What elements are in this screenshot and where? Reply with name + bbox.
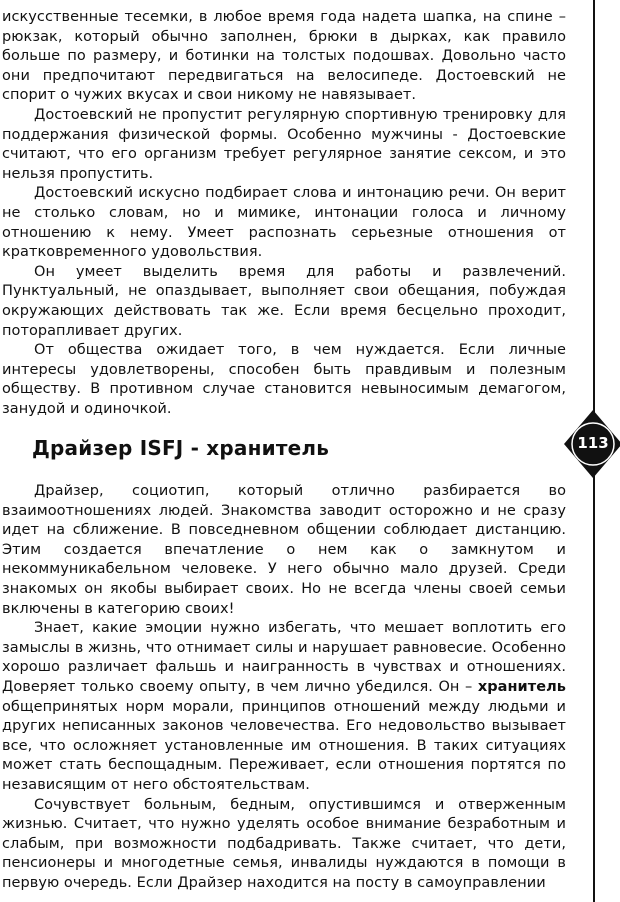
section-heading: Драйзер ISFJ - хранитель <box>32 436 330 460</box>
page-number-badge <box>564 410 620 478</box>
paragraph: Достоевский искусно подбирает слова и интонацию речи. Он верит не столько словам, но и мимике, интонации голоса и личному отношению к нему. Умеет распознать серьезные отношения от кратковременного удовольствия. <box>2 185 566 261</box>
paragraph: Драйзер, социотип, который отлично разбирается во взаимоотношениях людей. Знакомства заводит осторожно и не сразу идет на сближение. В повседневном общении соблюдает дистанцию. Этим создается впечатление о нем как о замкнутом и некоммуникабельном человеке. У него обычно мало друзей. Среди знакомых он якобы выбирает своих. Но не всегда члены своей семьи включены в категорию своих! <box>2 483 566 617</box>
paragraph: Он умеет выделить время для работы и развлечений. Пунктуальный, не опаздывает, выполняет свои обещания, побуждая окружающих действовать так же. Если время бесцельно проходит, поторапливает других. <box>2 263 566 339</box>
emphasized-term: хранитель <box>477 678 566 695</box>
paragraph: Сочувствует больным, бедным, опустившимся и отверженным жизнью. Считает, что нужно уделять особое внимание безработным и слабым, при возможности подбадривать. Также считает, что дети, пенсионеры и многодетные семья, инвалиды нуждаются в помощи в первую очередь. Если Драйзер находится на посту в самоуправлении <box>2 796 566 891</box>
paragraph <box>2 619 566 795</box>
paragraph: Достоевский не пропустит регулярную спортивную тренировку для поддержания физической формы. Особенно мужчины - Достоевские считают, что его организм требует регулярное занятие сексом, и это нельзя пропустить. <box>2 106 566 182</box>
paragraph-text: Знает, какие эмоции нужно избегать, что мешает воплотить его замыслы в жизнь, что отнимает силы и нарушает равновесие. Особенно хорошо различает фальшь и наигранность в чувствах и отношениях. Доверяет только своему опыту, в чем лично убедился. Он – <box>2 620 566 695</box>
paragraph: искусственные тесемки, в любое время года надета шапка, на спине – рюкзак, который обычно заполнен, брюки в дырках, как правило больше по размеру, и ботинки на толстых подошвах. Довольно часто они предпочитают передвигаться на велосипеде. Достоевский не спорит о чужих вкусах и свои никому не навязывает. <box>2 9 566 104</box>
text-section-1 <box>2 8 566 419</box>
paragraph-text: общепринятых норм морали, принципов отношений между людьми и других неписанных законов человечества. Его недовольство вызывает все, что осложняет установленные им отношения. В таких ситуациях может стать беспощадным. Переживает, если отношения портятся по независящим от него обстоятельствам. <box>2 698 566 793</box>
text-section-2 <box>2 482 566 893</box>
paragraph: От общества ожидает того, в чем нуждается. Если личные интересы удовлетворены, способен быть правдивым и полезным обществу. В противном случае становится невыносимым демагогом, занудой и одиночкой. <box>2 342 566 417</box>
page-number: 113 <box>577 434 609 452</box>
